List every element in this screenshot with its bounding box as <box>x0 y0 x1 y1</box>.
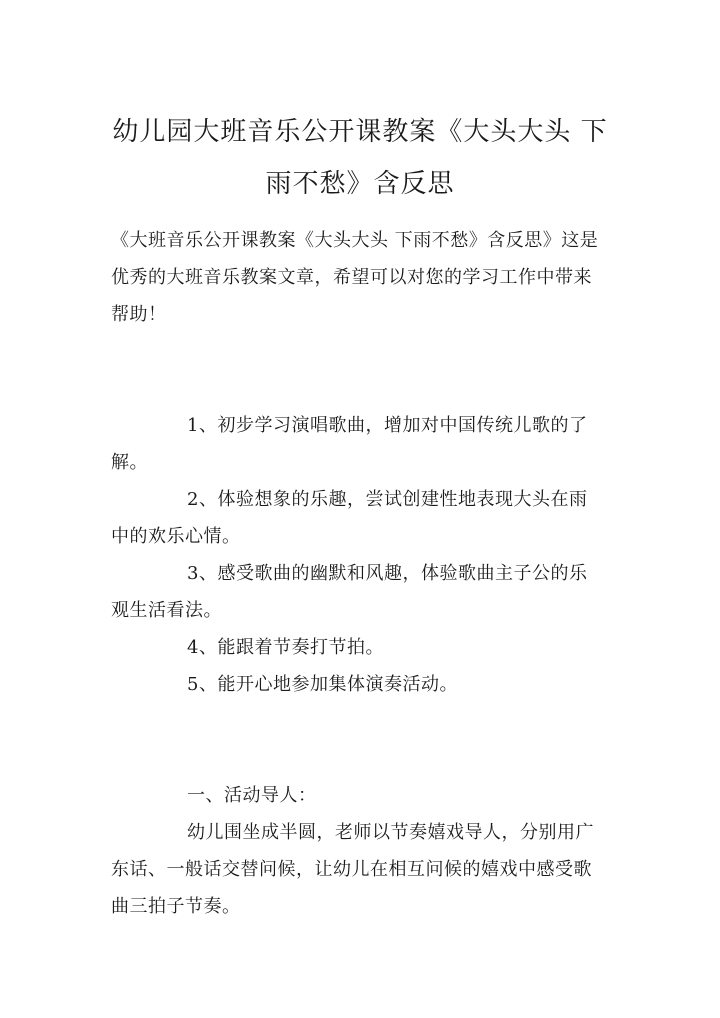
goal-4-line-1: 4、能跟着节奏打节拍。 <box>187 637 384 658</box>
title-line-1: 幼儿园大班音乐公开课教案《大头大头 下 <box>112 117 608 147</box>
intro-line-1: 《大班音乐公开课教案《大头大头 下雨不愁》含反思》这是 <box>111 230 599 251</box>
intro-line-2: 优秀的大班音乐教案文章，希望可以对您的学习工作中带来 <box>111 267 592 288</box>
goal-2-line-1: 2、体验想象的乐趣，尝试创建性地表现大头在雨 <box>187 489 588 510</box>
goal-item-4 <box>111 629 611 666</box>
goal-1-line-1: 1、初步学习演唱歌曲，增加对中国传统儿歌的了 <box>187 415 588 436</box>
document-title <box>108 106 612 210</box>
goal-2-line-2: 中的欢乐心情。 <box>111 526 241 547</box>
goal-1-line-2: 解。 <box>111 452 148 473</box>
goal-item-3 <box>111 555 611 629</box>
title-line-2: 雨不愁》含反思 <box>265 169 455 199</box>
intro-line-3: 帮助！ <box>111 304 167 325</box>
intro-paragraph <box>111 222 611 333</box>
section-body <box>111 814 611 925</box>
goal-item-2 <box>111 481 611 555</box>
goal-3-line-1: 3、感受歌曲的幽默和风趣，体验歌曲主子公的乐 <box>187 563 588 584</box>
section-body-line-3: 曲三拍子节奏。 <box>111 896 241 917</box>
goal-3-line-2: 观生活看法。 <box>111 600 222 621</box>
section-heading-text: 一、活动导人： <box>187 785 317 806</box>
goal-item-5 <box>111 666 611 703</box>
section-heading <box>111 777 611 814</box>
section-body-line-1: 幼儿围坐成半圆，老师以节奏嬉戏导人，分别用广 <box>187 822 594 843</box>
goal-item-1 <box>111 407 611 481</box>
goal-5-line-1: 5、能开心地参加集体演奏活动。 <box>187 674 458 695</box>
section-body-line-2: 东话、一般话交替问候，让幼儿在相互问候的嬉戏中感受歌 <box>111 859 592 880</box>
